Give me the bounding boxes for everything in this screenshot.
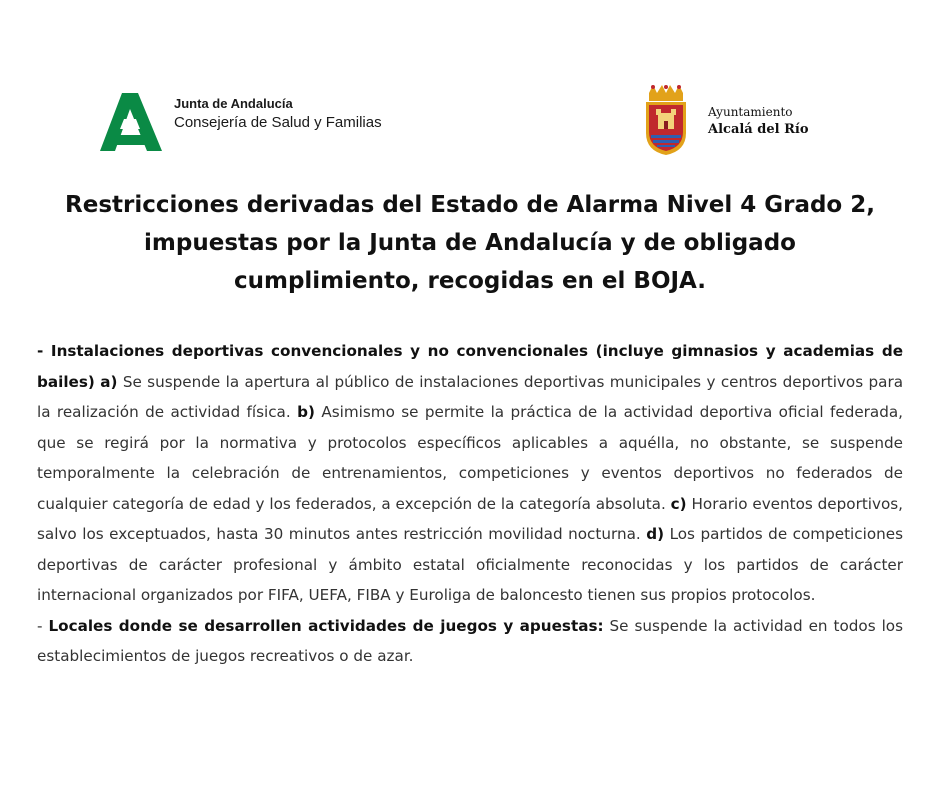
section-heading: - Instalaciones deportivas convencionales y no convencionales (incluye gimnasios y academias de bailes): [37, 342, 903, 391]
consejeria-name: Consejería de Salud y Familias: [174, 114, 382, 131]
alcala-del-rio-crest-icon: [643, 85, 689, 155]
ayuntamiento-label: Ayuntamiento: [708, 105, 793, 119]
junta-andalucia-logo-icon: [100, 93, 162, 151]
item-label: a): [100, 372, 118, 391]
item-text: Asimismo se permite la práctica de la actividad deportiva oficial federada, que se regirá por la normativa y protocolos específicos aplicables a aquélla, no obstante, se suspende temporalmente la celebración de entrenamientos, competiciones y eventos deportivos no federados de cualquier categoría de edad y los federados, a excepción de la categoría absoluta.: [37, 403, 904, 513]
junta-text: [174, 95, 382, 133]
item-text: Horario eventos deportivos, salvo los exceptuados, hasta 30 minutos antes restricción movilidad nocturna.: [37, 494, 904, 543]
item-text: Se suspende la actividad en todos los establecimientos de juegos recreativos o de azar.: [37, 616, 904, 665]
item-label: b): [297, 403, 315, 421]
item-label: c): [670, 494, 687, 513]
item-text: Se suspende la apertura al público de instalaciones deportivas municipales y centros deportivos para la realización de actividad física.: [37, 372, 904, 421]
junta-name: Junta de Andalucía: [174, 96, 293, 111]
municipality-name: Alcalá del Río: [708, 122, 809, 137]
item-text: Los partidos de competiciones deportivas de carácter profesional y ámbito estatal oficialmente reconocidas y los partidos de carácter internacional organizados por FIFA, UEFA, FIBA y Euroliga de baloncesto tienen sus propios protocolos.: [37, 525, 904, 604]
section-dash: -: [37, 616, 43, 635]
section-gaming-venues: [37, 611, 903, 672]
restrictions-body: [37, 336, 903, 672]
page-title: Restricciones derivadas del Estado de Alarma Nivel 4 Grado 2, impuestas por la Junta de Andalucía y de obligado cumplimiento, recogidas en el BOJA.: [65, 192, 875, 294]
ayuntamiento-text: [708, 104, 809, 139]
section-sports-facilities: [37, 336, 903, 611]
section-heading: Locales donde se desarrollen actividades de juegos y apuestas:: [48, 616, 604, 635]
header: [0, 0, 940, 170]
item-label: d): [646, 525, 665, 543]
